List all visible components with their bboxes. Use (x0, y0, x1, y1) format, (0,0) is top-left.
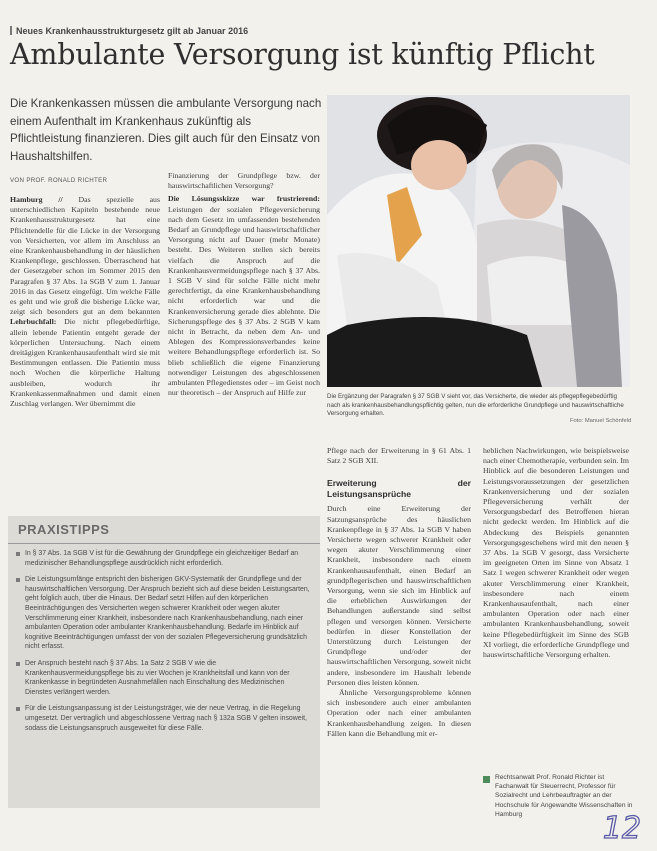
overline-text: Neues Krankenhausstrukturgesetz gilt ab Januar 2016 (16, 26, 249, 36)
praxistipps-title: PRAXISTIPPS (18, 522, 110, 537)
bio-marker-icon (483, 776, 490, 783)
praxistipps-item-text: Für die Leistungsanpassung ist der Leistungsträger, wie der neue Vertrag, in die Regelung umgesetzt. Der vertraglich und abgeschlossene Vertrag nach § 132a SGB V gelten insoweit, sodass die Leistungsanspruch ausgeweitet für diese Fälle. (25, 705, 307, 732)
column-1 (10, 195, 160, 409)
overline-marker (10, 26, 12, 35)
bullet-icon (16, 578, 20, 582)
praxistipps-item-text: Der Anspruch besteht nach § 37 Abs. 1a Satz 2 SGB V wie die Krankenhausvermeidungspflege bis zu vier Wochen je Krankheitsfall und kann von der Krankenkasse in begründeten Ausnahmefällen nach Einschaltung des Medizinischen Dienstes verlängert werden. (25, 659, 290, 696)
author-bio-text: Rechtsanwalt Prof. Ronald Richter ist Fachanwalt für Steuerrecht, Professor für Sozialrecht und Lehrbeauftragter an der Hochschule für Angewandte Wissenschaften in Hamburg (495, 774, 633, 818)
column-3-paragraph-2: Durch eine Erweiterung der Satzungsansprüche des häuslichen Krankenpflege in § 37 Abs. 1a SGB V haben Versicherte wegen schwerer Krankheit oder wegen akuter Verschlimmerung einer Krankheit, insbesondere nach einem Krankenhausaufenthalt, einen Bedarf an grundpflegerischen und hauswirtschaftlichen Versorgung, wenn sie sich im Hinblick auf die erheblichen Auswirkungen der Behandlungen außerstande sind selbst pflegen und versorgen können. Versicherte bedürfen in dieser Konstellation der Unterstützung durch Leistungen der Grundpflege und/oder der hauswirtschaftlichen Versorgung, soweit nicht andere, insbesondere im Haushalt lebende Personen dies leisten können. (327, 504, 471, 687)
page-number (596, 806, 648, 846)
column-2-paragraph-2 (168, 194, 320, 398)
bullet-icon (16, 662, 20, 666)
column-2-bold: Die Lösungsskizze war frustrierend: (168, 194, 320, 204)
column-2-text-2: Leistungen der sozialen Pflegeversicherung nach dem Gesetz im umfassenden bestehenden Bedarf an Grundpflege und hauswirtschaftlicher Versorgung nicht auf Dauer (mehr Monate) besteht. Des Weiteren stellen sich bereits vielfach die Anspruch auf die Krankenhausvermeidungspflege nach § 37 Abs. 1 SGB V sind für solche Fälle nicht mehr gerechtfertigt, da eine Krankenhausbehandlung nicht erforderlich war und die Krankenversicherung gerade dies ablehnte. Die Sicherungspflege des § 37 Abs. 2 SGB V kam nicht in Betracht, da neben dem An- und Ablegen des Kompressionsverbandes keine weitere Behandlungspflege erforderlich ist. So blieb schließlich die eigene Finanzierung notwendiger Leistungen des abgeschlossenen ambulanten Pflegedienstes oder – im Geist noch nur theoretisch – der Anspruch auf Hilfe zur (168, 204, 320, 398)
praxistipps-item-text: In § 37 Abs. 1a SGB V ist für die Gewährung der Grundpflege ein gleichzeitiger Bedarf an medizinischer Behandlungspflege ausdrücklich nicht erforderlich. (25, 550, 299, 567)
column-4-paragraph: heblichen Nachwirkungen, wie beispielsweise nach einer Chemotherapie, verbunden sein. Im Hinblick auf die besonderen Leistungen und Leistungsvoraussetzungen der gesetzlichen Krankenversicherung und der sozialen Pflegeversicherung verhält der Versorgungsbedarf des Betroffenen hieran nicht gedeckt werden. Im Hinblick auf die Abdeckung des Beispiels genannten Versorgungsgeschehens wird mit den neuen § 37 Abs. 1a SGB V gesorgt, dass Versicherte im geeigneten Orten im Sinne von Absatz 1 Satz 1 wegen schwerer Krankheit oder wegen akuter Verschlimmerung einer Krankheit, insbesondere nach einem Krankenhausaufenthalt, nach einer ambulanten Operation oder nach einer ambulanten Krankenhausbehandlung, soweit keine Pflegebedürftigkeit im Sinne des SGB XI vorliegt, die erforderliche Grundpflege und hauswirtschaftliche Versorgung erhalten. (483, 446, 629, 660)
praxistipps-item (16, 659, 312, 697)
column-1-bold: Lehrbuchfall: (10, 317, 57, 327)
column-2 (168, 171, 320, 398)
praxistipps-item (16, 704, 312, 733)
headline: Ambulante Versorgung ist künftig Pflicht (10, 38, 595, 71)
praxistipps-item (16, 575, 312, 652)
praxistipps-list (16, 549, 312, 740)
column-4 (483, 446, 629, 660)
dateline: Hamburg // (10, 195, 63, 204)
column-1-text-2: Die nicht pflegebedürftige, allein lebende Patientin entgeht gerade der körperlichen Untersuchung. Nach einem dreitägigen Krankenhausaufenthalt wird sie mit Bestimmungen entlassen. Die Patientin muss noch Wochen die körperliche Haltung ausbleiben, wodurch ihr Krankenkassenmaßnahmen und damit einen Zuschlag verlangen. Wer übernimmt die (10, 317, 161, 409)
column-1-paragraph (10, 195, 160, 409)
column-2-text: Finanzierung der Grundpflege bzw. der hauswirtschaftlichen Versorgung? (168, 171, 320, 191)
subheading: Erweiterung der Leistungsansprüche (327, 478, 471, 500)
column-1-text: Das spezielle aus unterschiedlichen Kapiteln bestehende neue Krankenhausstrukturgesetz hat eine Pflichtendelle für die Lücke in der Versorgung von Versicherten, vor allem im Anschluss an eine Krankenhausbehandlung in der häuslichen Krankenpflege, geschlossen. Überraschend hat der Gesetzgeber schon im Sommer 2015 den Paragrafen § 37 Abs. 1a SGB V zum 1. Januar 2016 in das Gesetz eingefügt. Um welche Fälle es geht und wie groß die bisherige Lücke war, zeigt sich besonders gut an dem bekannten (10, 195, 160, 317)
praxistipps-box (8, 516, 320, 808)
article-photo (327, 95, 630, 387)
lead-paragraph: Die Krankenkassen müssen die ambulante Versorgung nach einem Aufenthalt im Krankenhaus zukünftig als Pflichtleistung finanzieren. Dies gilt auch für den Einsatz von Haushaltshilfen. (10, 97, 322, 163)
column-3-paragraph: Pflege nach der Erweiterung in § 61 Abs. 1 Satz 2 SGB XII. (327, 446, 471, 466)
column-3 (327, 446, 471, 739)
column-2-paragraph (168, 171, 320, 191)
column-3-paragraph-3: Ähnliche Versorgungsprobleme können sich insbesondere auch einer ambulanten Operation oder nach einer ambulanten Krankenhausbehandlung zeigen. In diesen Fällen kann die Behandlung mit er- (327, 688, 471, 738)
praxistipps-item-text: Die Leistungsumfänge entspricht den bisherigen GKV-Systematik der Grundpflege und der hauswirtschaftlichen Versorgung. Der Anspruch bezieht sich auf diese beiden Leistungsarten, geht folglich auch, über die Hinaus. Der Bedarf setzt Hilfen auf den körperlichen Beeinträchtigungen des Versicherten wegen schwerer Krankheit oder wegen akuter Verschlimmerung einer Krankheit, insbesondere nach Krankenhausbehandlung, nach einer ambulanten Operation oder ambulanter Krankenhausbehandlung. Bedarfe im Hinblick auf kognitive Beeinträchtigungen umfasst der von der sozialen Pflegeversicherung grundsätzlich nicht erfasst. (25, 576, 310, 651)
photo-credit: Foto: Manuel Schönfeld (570, 418, 632, 424)
bullet-icon (16, 707, 20, 711)
praxistipps-item (16, 549, 312, 568)
author-byline: VON PROF. RONALD RICHTER (10, 177, 108, 184)
page-number-text: 12 (602, 811, 642, 846)
praxistipps-divider (8, 543, 320, 544)
photo-caption: Die Ergänzung der Paragrafen § 37 SGB V sieht vor, das Versicherte, die wieder als pflegepflegebedürftig nach als krankenhausbehandlungspflichtig gelten, nun die erforderliche Grundpflege und hauswirtschaftliche Versorgung erhalten. (327, 393, 624, 417)
overline (10, 26, 248, 36)
bullet-icon (16, 552, 20, 556)
